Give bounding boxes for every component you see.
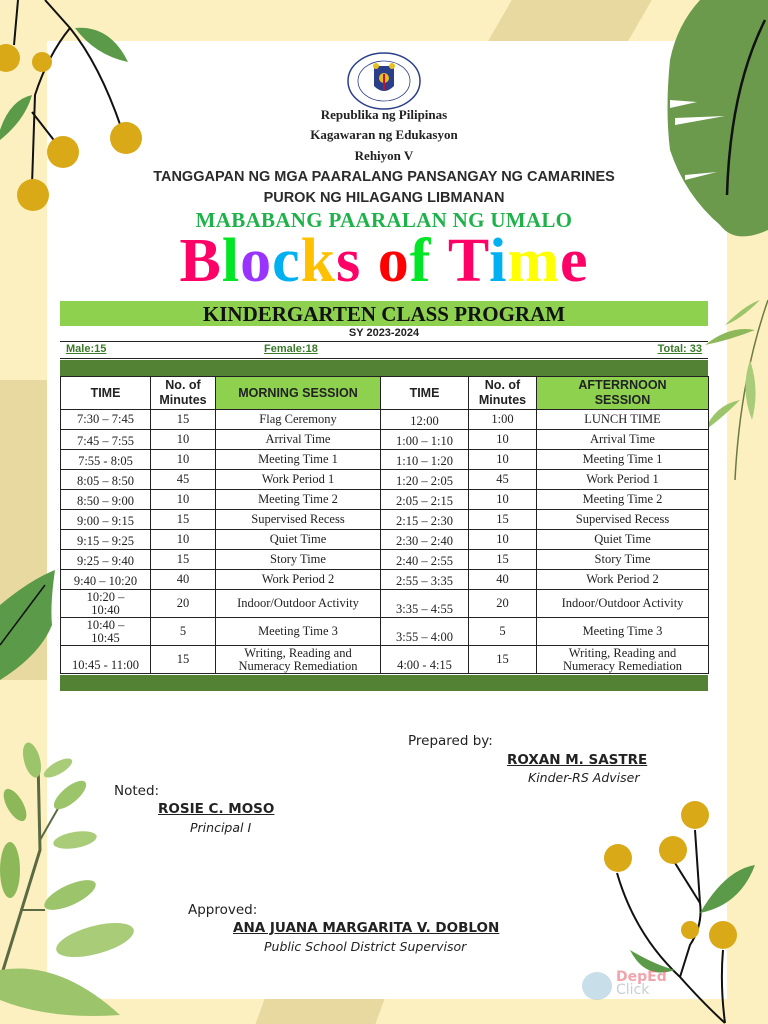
title-letter: e [560,227,589,295]
am-activity: Work Period 1 [216,470,381,490]
am-time: 9:40 – 10:20 [61,570,151,590]
am-time: 8:05 – 8:50 [61,470,151,490]
table-row [61,430,709,450]
pm-minutes: 10 [469,430,537,450]
table-row [61,646,709,674]
title-letter: l [221,227,241,295]
am-time: 7:55 - 8:05 [61,450,151,470]
am-minutes: 40 [151,570,216,590]
title-letter: s [336,227,362,295]
title-letter: T [447,227,490,295]
pm-minutes: 15 [469,510,537,530]
am-activity: Meeting Time 2 [216,490,381,510]
male-count: Male:15 [66,343,107,355]
am-time: 7:45 – 7:55 [61,430,151,450]
am-minutes: 15 [151,410,216,430]
header-department: Kagawaran ng Edukasyon [310,127,458,142]
noted-label: Noted: [114,783,160,799]
am-minutes: 5 [151,618,216,646]
am-activity: Work Period 2 [216,570,381,590]
table-row [61,530,709,550]
pm-minutes: 5 [469,618,537,646]
pm-activity: Work Period 2 [537,570,709,590]
pm-minutes: 15 [469,550,537,570]
deped-seal-logo-icon [346,52,422,110]
prepared-by-label: Prepared by: [408,733,493,749]
pm-minutes: 40 [469,570,537,590]
header-division-office: TANGGAPAN NG MGA PAARALANG PANSANGAY NG CAMARINES [153,169,615,185]
pm-activity: LUNCH TIME [537,410,709,430]
pm-time: 1:10 – 1:20 [381,450,469,470]
pm-activity: Arrival Time [537,430,709,450]
table-row [61,510,709,530]
background-stripe [255,999,384,1024]
title-letter: o [377,227,410,295]
school-year: SY 2023-2024 [348,327,420,339]
title-letter: f [409,227,432,295]
table-top-bar [60,360,708,376]
pm-activity: Work Period 1 [537,470,709,490]
header-minutes: No. of Minutes [469,377,537,410]
pm-activity: Meeting Time 2 [537,490,709,510]
table-row [61,550,709,570]
am-time: 10:20 – 10:40 [61,590,151,618]
am-minutes: 15 [151,646,216,674]
approved-name: ANA JUANA MARGARITA V. DOBLON [233,920,500,936]
pm-minutes: 15 [469,646,537,674]
title-letter [361,227,378,295]
am-time: 8:50 – 9:00 [61,490,151,510]
pm-time: 1:00 – 1:10 [381,430,469,450]
program-banner: KINDERGARTEN CLASS PROGRAM [60,301,708,326]
am-minutes: 10 [151,430,216,450]
left-leaf-decoration-icon [0,565,60,685]
am-activity: Supervised Recess [216,510,381,530]
pm-time: 2:40 – 2:55 [381,550,469,570]
noted-name: ROSIE C. MOSO [158,801,275,817]
table-row [61,618,709,646]
title-letter: B [179,227,222,295]
divider [60,341,708,342]
header-afternoon-session: AFTERRNOON SESSION [537,377,709,410]
header-region: Rehiyon V [354,148,414,163]
prepared-by-role: Kinder-RS Adviser [528,770,640,785]
am-minutes: 20 [151,590,216,618]
am-time: 7:30 – 7:45 [61,410,151,430]
pm-activity: Supervised Recess [537,510,709,530]
am-activity: Writing, Reading and Numeracy Remediation [216,646,381,674]
am-minutes: 10 [151,530,216,550]
am-activity: Meeting Time 3 [216,618,381,646]
fern-branch-decoration-icon [0,720,150,1024]
title-letter: o [240,227,273,295]
total-count: Total: 33 [657,343,702,355]
noted-role: Principal I [190,820,252,835]
cursor-icon [582,972,612,1000]
header-minutes: No. of Minutes [151,377,216,410]
blocks-of-time-title [0,226,768,296]
pm-minutes: 10 [469,490,537,510]
approved-role: Public School District Supervisor [264,939,467,954]
title-letter: m [507,227,560,295]
am-time: 10:45 - 11:00 [61,646,151,674]
pm-time: 3:35 – 4:55 [381,590,469,618]
table-row [61,470,709,490]
pm-minutes: 10 [469,530,537,550]
table-header-row [61,377,709,410]
title-letter: i [489,227,508,295]
pm-time: 3:55 – 4:00 [381,618,469,646]
table-row [61,410,709,430]
am-minutes: 15 [151,550,216,570]
pm-minutes: 1:00 [469,410,537,430]
am-activity: Quiet Time [216,530,381,550]
title-letter: c [272,227,301,295]
am-time: 9:25 – 9:40 [61,550,151,570]
header-time: TIME [61,377,151,410]
am-activity: Arrival Time [216,430,381,450]
pm-activity: Story Time [537,550,709,570]
table-bottom-bar [60,675,708,691]
school-name: MABABANG PAARALAN NG UMALO [195,208,573,232]
table-row [61,570,709,590]
pm-time: 2:30 – 2:40 [381,530,469,550]
pm-activity: Quiet Time [537,530,709,550]
table-row [61,590,709,618]
pm-activity: Writing, Reading and Numeracy Remediation [537,646,709,674]
pm-time: 2:05 – 2:15 [381,490,469,510]
am-activity: Meeting Time 1 [216,450,381,470]
header-morning-session: MORNING SESSION [216,377,381,410]
pm-time: 12:00 [381,410,469,430]
deped-click-watermark: DepEd Click [582,970,682,1002]
am-minutes: 10 [151,450,216,470]
willow-leaves-decoration-icon [700,280,768,480]
pm-activity: Meeting Time 3 [537,618,709,646]
pm-activity: Indoor/Outdoor Activity [537,590,709,618]
am-time: 9:15 – 9:25 [61,530,151,550]
divider [60,358,708,359]
pm-minutes: 20 [469,590,537,618]
pm-minutes: 10 [469,450,537,470]
header-district: PUROK NG HILAGANG LIBMANAN [263,190,505,206]
pm-time: 2:15 – 2:30 [381,510,469,530]
prepared-by-name: ROXAN M. SASTRE [507,752,648,768]
title-letter: k [300,227,337,295]
am-time: 9:00 – 9:15 [61,510,151,530]
pm-minutes: 45 [469,470,537,490]
am-activity: Indoor/Outdoor Activity [216,590,381,618]
am-activity: Story Time [216,550,381,570]
am-minutes: 15 [151,510,216,530]
pm-time: 4:00 - 4:15 [381,646,469,674]
table-row [61,450,709,470]
pm-time: 1:20 – 2:05 [381,470,469,490]
schedule-table [60,376,709,674]
am-activity: Flag Ceremony [216,410,381,430]
pm-time: 2:55 – 3:35 [381,570,469,590]
background-stripe [488,0,652,41]
female-count: Female:18 [264,343,318,355]
am-minutes: 45 [151,470,216,490]
am-time: 10:40 – 10:45 [61,618,151,646]
title-letter [431,227,448,295]
approved-label: Approved: [188,902,258,918]
header-republic: Republika ng Pilipinas [320,107,448,122]
header-time: TIME [381,377,469,410]
pm-activity: Meeting Time 1 [537,450,709,470]
am-minutes: 10 [151,490,216,510]
enrollment-stats [66,343,702,359]
table-row [61,490,709,510]
